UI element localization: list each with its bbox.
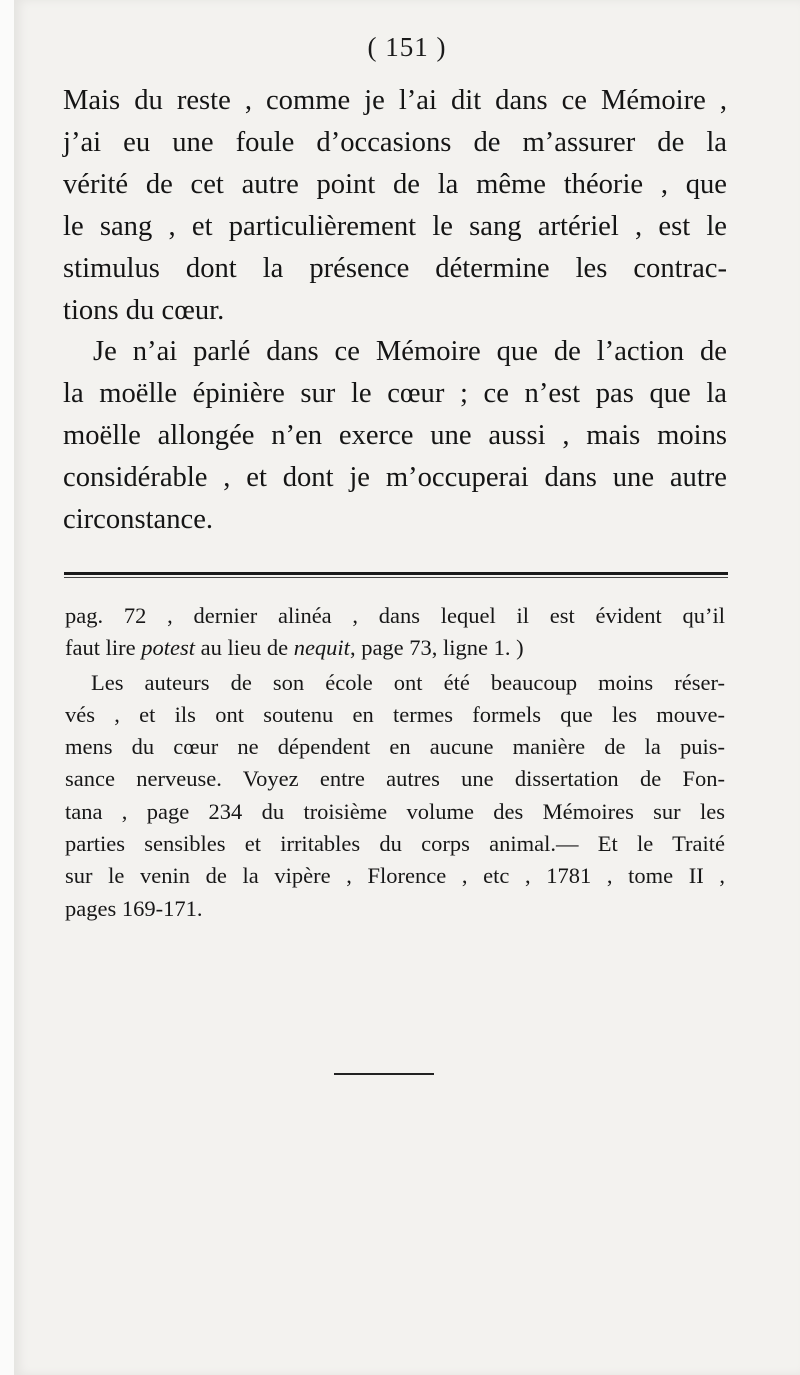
main-text: [63, 80, 727, 541]
text-line: considérable , et dont je m’occuperai dans une autre: [63, 462, 727, 494]
latin-term: potest: [141, 635, 195, 661]
note-text: , page 73, ligne 1. ): [349, 635, 524, 661]
latin-term: nequit: [293, 635, 350, 661]
text-line: Je n’ai parlé dans ce Mémoire que de l’action de: [93, 336, 727, 368]
text-line: tions du cœur.: [63, 294, 225, 326]
paragraph-2: [63, 331, 727, 541]
note-line: tana , page 234 du troisième volume des Mémoires sur les: [65, 798, 725, 824]
note-line: vés , et ils ont soutenu en termes formels que les mouve-: [65, 701, 725, 727]
footnote-2: [65, 667, 725, 925]
note-line: pag. 72 , dernier alinéa , dans lequel il est évident qu’il: [65, 603, 725, 628]
text-line: j’ai eu une foule d’occasions de m’assurer de la: [63, 126, 727, 158]
note-text: au lieu de: [194, 635, 294, 661]
text-line: stimulus dont la présence détermine les contrac-: [63, 252, 727, 284]
end-ornament-rule: [334, 1073, 434, 1075]
note-line: mens du cœur ne dépendent en aucune manière de la puis-: [65, 734, 725, 760]
text-line: vérité de cet autre point de la même théorie , que: [63, 168, 727, 200]
note-line: sance nerveuse. Voyez entre autres une dissertation de Fon-: [65, 766, 725, 792]
note-line: sur le venin de la vipère , Florence , etc , 1781 , tome II ,: [65, 863, 725, 889]
page-margin: [0, 0, 14, 1375]
book-page: [14, 0, 800, 1375]
note-line: parties sensibles et irritables du corps animal.— Et le Traité: [65, 831, 725, 857]
text-line: moëlle allongée n’en exerce une aussi , mais moins: [63, 420, 727, 452]
footnote-1: [65, 600, 725, 665]
note-text: faut lire: [65, 635, 142, 661]
note-line: pages 169-171.: [65, 895, 203, 921]
text-line: le sang , et particulièrement le sang artériel , est le: [63, 210, 727, 242]
text-line: circonstance.: [63, 504, 214, 536]
footnote-separator: [64, 572, 728, 575]
text-line: Mais du reste , comme je l’ai dit dans ce Mémoire ,: [63, 85, 727, 116]
note-line: Les auteurs de son école ont été beaucoup moins réser-: [91, 669, 725, 695]
text-line: la moëlle épinière sur le cœur ; ce n’est pas que la: [63, 378, 727, 410]
footnote-separator-thin: [64, 577, 728, 578]
paragraph-1: [63, 80, 727, 331]
note-line: [65, 632, 725, 664]
footnotes: [65, 600, 725, 925]
page-number: ( 151 ): [367, 32, 447, 62]
